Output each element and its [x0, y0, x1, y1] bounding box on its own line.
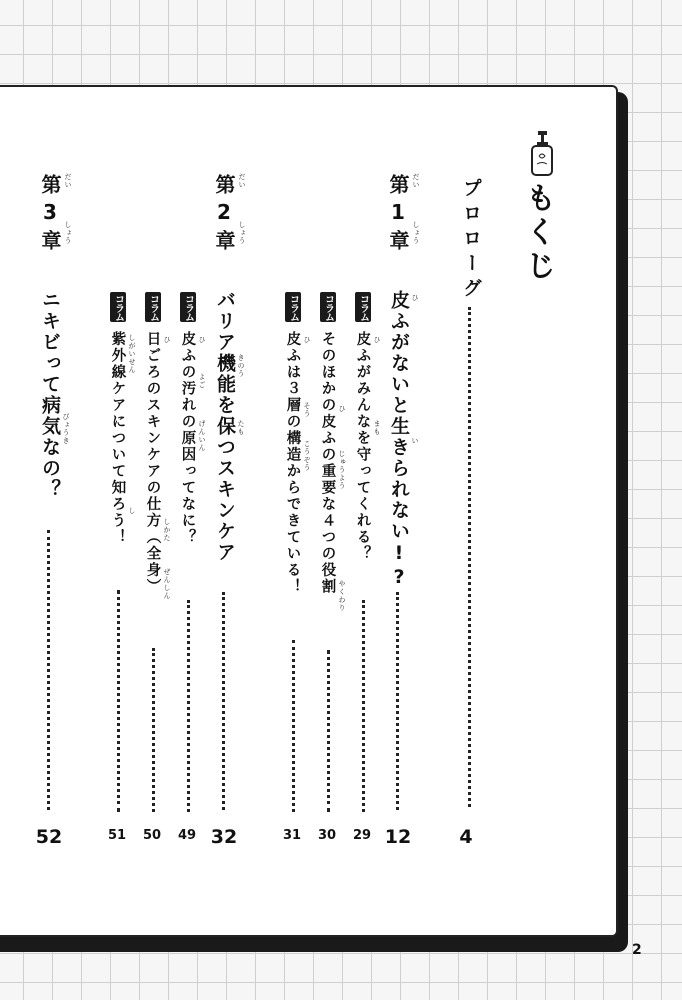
chapter-3-label: 第3章: [38, 174, 62, 256]
chapter-2-column-1[interactable]: 皮ふの汚れの原因ってなに？: [179, 331, 196, 546]
chapter-2-column-1-page: 49: [177, 828, 197, 843]
column-1-1-ruby-mamo: まも: [373, 420, 381, 436]
chapter-1-leader-dots: [396, 592, 399, 810]
prologue-leader-dots: [468, 307, 471, 807]
chapter-1-main-ruby-i: い: [411, 437, 419, 445]
prologue-page: 4: [459, 826, 473, 848]
column-badge: コラム: [355, 292, 371, 322]
column-1-2-ruby-yakuwari: やくわり: [338, 580, 346, 612]
chapter-2-column-3-dots: [117, 590, 120, 812]
chapter-2-column-2[interactable]: 日ごろのスキンケアの仕方（全身）: [144, 331, 161, 595]
chapter-3-leader-dots: [47, 530, 50, 810]
chapter-2-ruby-shou: しょう: [238, 221, 246, 245]
column-badge: コラム: [145, 292, 161, 322]
column-1-3-ruby-sou: そう: [303, 402, 311, 418]
column-1-2-ruby-juuyou: じゅうよう: [338, 450, 346, 490]
column-2-2-ruby-hi: ひ: [163, 336, 171, 344]
column-2-3-ruby-shi: し: [128, 507, 136, 515]
chapter-2-main-ruby-kinou: きのう: [237, 354, 245, 378]
chapter-2-column-3[interactable]: 紫外線ケアについて知ろう！: [109, 331, 126, 546]
chapter-1-ruby-dai: だい: [412, 173, 420, 189]
chapter-1-ruby-shou: しょう: [412, 221, 420, 245]
column-1-1-ruby-hi: ひ: [373, 336, 381, 344]
column-1-2-ruby-hi: ひ: [338, 405, 346, 413]
chapter-1-main-page: 12: [384, 826, 412, 848]
chapter-1-column-1-page: 29: [352, 828, 372, 843]
prologue-label[interactable]: プロローグ: [460, 178, 482, 303]
chapter-1-main-ruby-hi: ひ: [411, 294, 419, 302]
column-badge: コラム: [110, 292, 126, 322]
chapter-1-column-2-dots: [327, 650, 330, 812]
chapter-2-leader-dots: [222, 592, 225, 810]
chapter-3-main-page: 52: [35, 826, 63, 848]
chapter-1-column-2[interactable]: そのほかの皮ふの重要な４つの役割: [319, 331, 336, 595]
chapter-2-main-ruby-tamo: たも: [237, 420, 245, 436]
chapter-2-column-2-page: 50: [142, 828, 162, 843]
chapter-1-column-1[interactable]: 皮ふがみんなを守ってくれる？: [354, 331, 371, 562]
chapter-1-main-entry[interactable]: 皮ふがないと生きられない!?: [388, 290, 410, 590]
chapter-2-main-entry[interactable]: バリア機能を保つスキンケア: [214, 290, 236, 563]
chapter-1-column-3-page: 31: [282, 828, 302, 843]
column-badge: コラム: [285, 292, 301, 322]
page-number: 2: [632, 942, 642, 958]
chapter-1-label: 第1章: [386, 174, 410, 256]
column-2-1-ruby-yogo: よご: [198, 373, 206, 389]
column-2-1-ruby-hi: ひ: [198, 336, 206, 344]
pump-bottle-icon: [528, 130, 554, 176]
chapter-1-column-2-page: 30: [317, 828, 337, 843]
chapter-2-ruby-dai: だい: [238, 173, 246, 189]
chapter-1-column-3-dots: [292, 640, 295, 812]
toc-title: もくじ: [520, 182, 555, 284]
chapter-1-column-1-dots: [362, 600, 365, 812]
column-2-2-ruby-shikata: しかた: [163, 518, 171, 542]
chapter-3-main-entry[interactable]: ニキビって病気なの？: [39, 290, 61, 500]
column-2-2-ruby-zenshin: ぜんしん: [163, 568, 171, 600]
chapter-3-ruby-dai: だい: [64, 173, 72, 189]
chapter-2-main-page: 32: [210, 826, 238, 848]
chapter-2-column-3-page: 51: [107, 828, 127, 843]
chapter-3-ruby-shou: しょう: [64, 221, 72, 245]
chapter-2-label: 第2章: [212, 174, 236, 256]
chapter-2-column-2-dots: [152, 648, 155, 812]
column-badge: コラム: [180, 292, 196, 322]
chapter-2-column-1-dots: [187, 600, 190, 812]
chapter-3-main-ruby-byouki: びょうき: [62, 413, 70, 445]
column-badge: コラム: [320, 292, 336, 322]
column-1-3-ruby-hi: ひ: [303, 336, 311, 344]
column-1-3-ruby-kouzou: こうぞう: [303, 440, 311, 472]
column-2-3-ruby-shigaisen: しがいせん: [128, 334, 136, 374]
chapter-1-column-3[interactable]: 皮ふは３層の構造からできている！: [284, 331, 301, 595]
column-2-1-ruby-genin: げんいん: [198, 420, 206, 452]
